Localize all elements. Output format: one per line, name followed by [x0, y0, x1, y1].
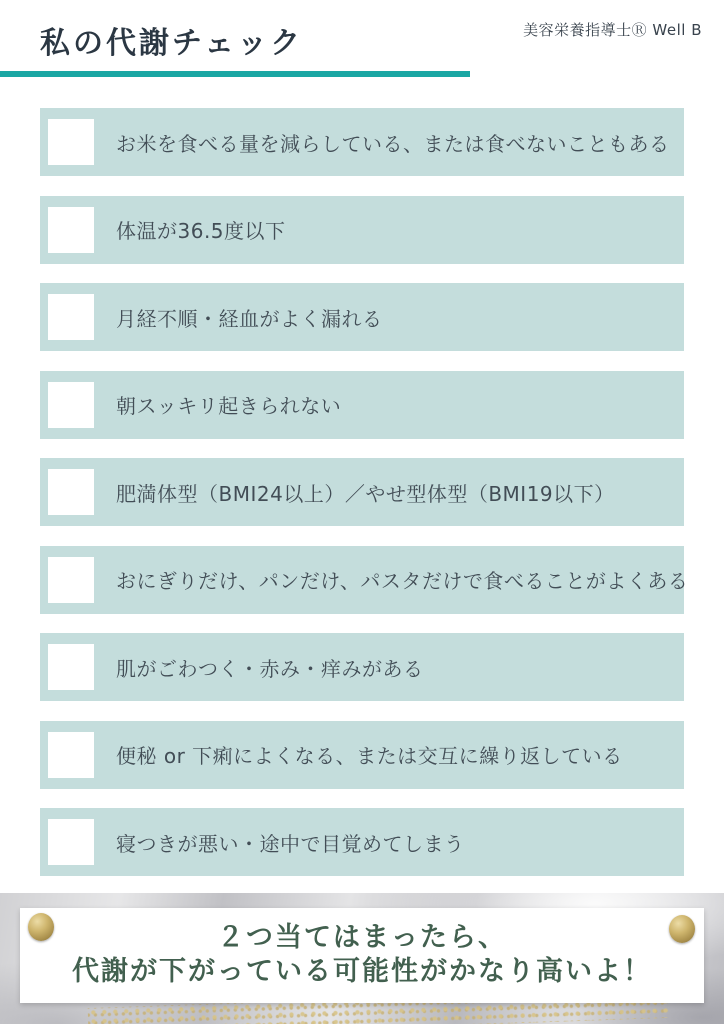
- checklist-item-label: 便秘 or 下痢によくなる、または交互に繰り返している: [116, 744, 623, 768]
- conclusion-text: [20, 921, 704, 989]
- page-header: [0, 0, 724, 90]
- checkbox[interactable]: [48, 557, 94, 603]
- checkbox[interactable]: [48, 819, 94, 865]
- title-underline: [0, 71, 470, 77]
- conclusion-banner: [20, 908, 704, 1003]
- checklist-item-label: 寝つきが悪い・途中で目覚めてしまう: [116, 831, 465, 856]
- checklist-item-label: 朝スッキリ起きられない: [116, 394, 342, 418]
- checkbox[interactable]: [48, 119, 94, 165]
- checkbox[interactable]: [48, 294, 94, 340]
- checklist-item: [40, 283, 684, 351]
- checkbox[interactable]: [48, 469, 94, 515]
- conclusion-line2: 代謝が下がっている可能性がかなり高いよ！: [72, 956, 652, 987]
- checkbox[interactable]: [48, 644, 94, 690]
- checklist-item: [40, 546, 689, 614]
- footer-marble-section: [0, 893, 724, 1024]
- checklist-item-label: 肥満体型（BMI24以上）／やせ型体型（BMI19以下）: [116, 481, 615, 506]
- checklist-item-label: お米を食べる量を減らしている、または食べないこともある: [116, 131, 670, 156]
- checklist-item: [40, 371, 684, 439]
- conclusion-line1: ２つ当てはまったら、: [217, 922, 507, 953]
- checklist-item: [40, 721, 684, 789]
- checklist-item: [40, 458, 684, 526]
- brand-credit: 美容栄養指導士Ⓡ Well B: [523, 21, 702, 39]
- checklist-item-label: 月経不順・経血がよく漏れる: [116, 306, 383, 331]
- checklist-item-label: おにぎりだけ、パンだけ、パスタだけで食べることがよくある: [116, 569, 689, 593]
- checklist-item: [40, 196, 684, 264]
- checkbox[interactable]: [48, 732, 94, 778]
- checkbox[interactable]: [48, 207, 94, 253]
- checklist-item: [40, 633, 684, 701]
- checklist-item-label: 肌がごわつく・赤み・痒みがある: [116, 656, 424, 681]
- checklist-item: [40, 108, 684, 176]
- page-title: 私の代謝チェック: [40, 26, 304, 61]
- checklist-item: [40, 808, 684, 876]
- checklist: [40, 108, 689, 876]
- checkbox[interactable]: [48, 382, 94, 428]
- checklist-item-label: 体温が36.5度以下: [116, 219, 286, 243]
